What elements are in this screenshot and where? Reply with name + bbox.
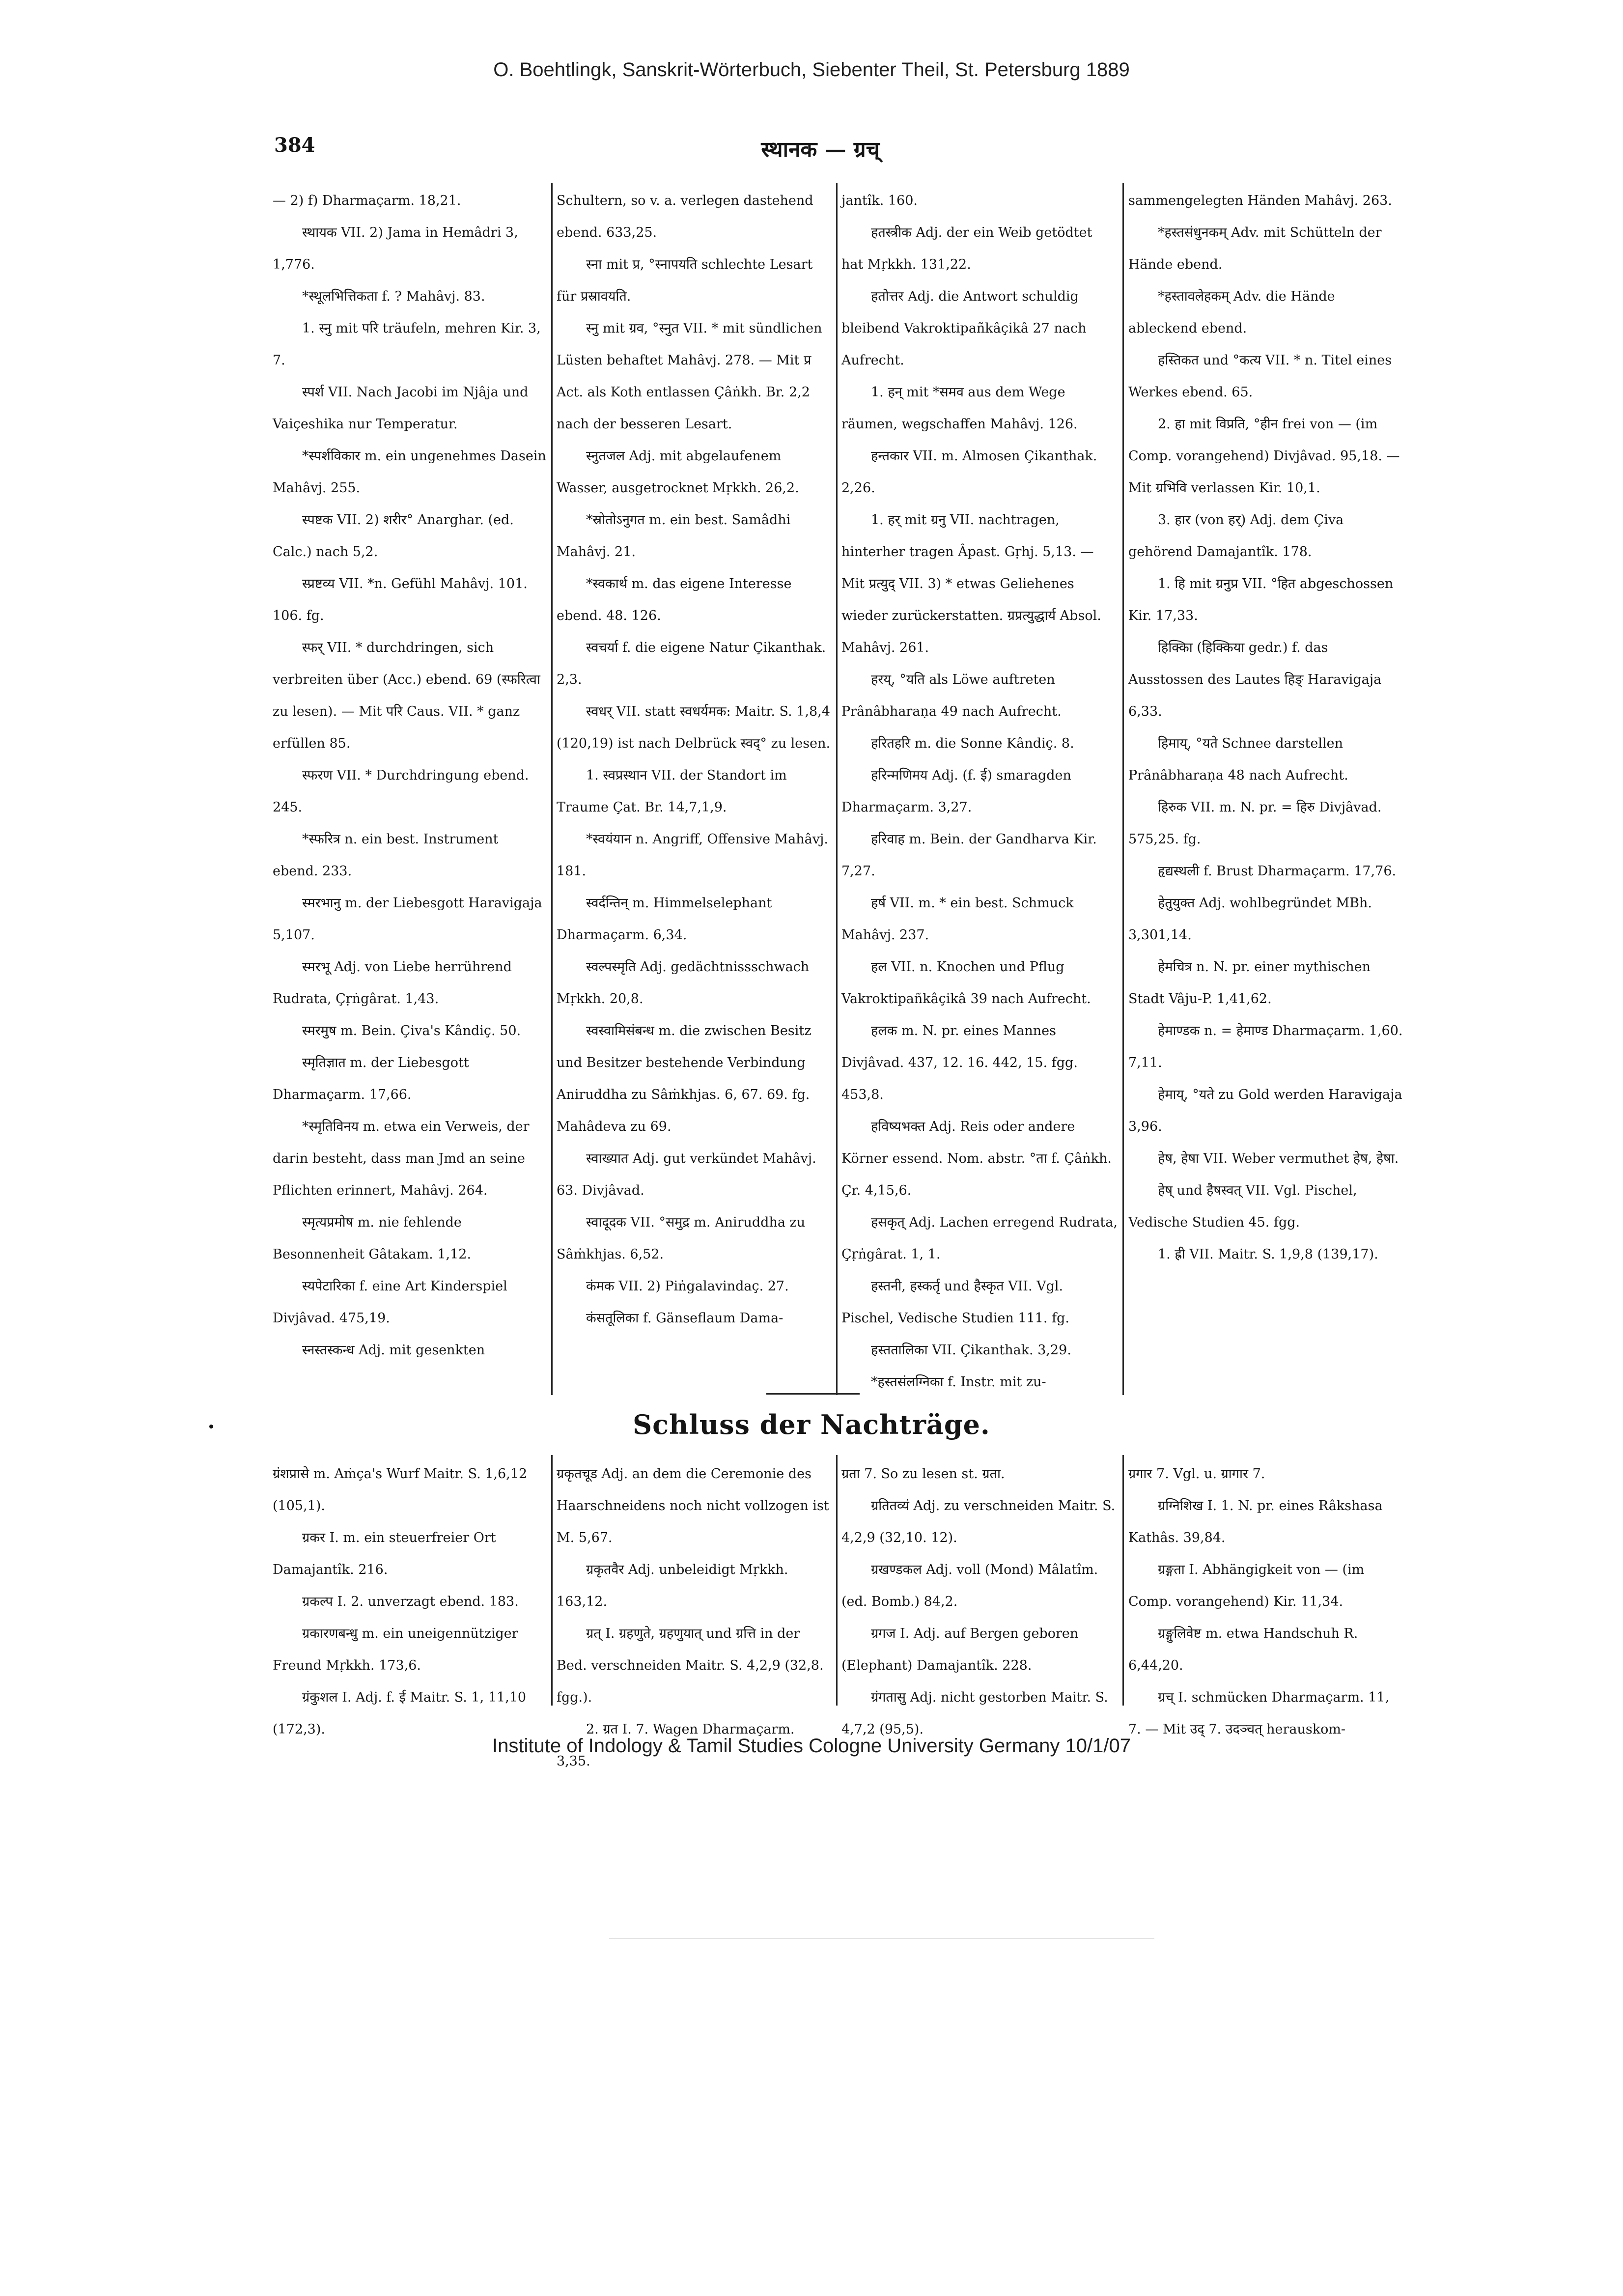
- dictionary-entry: sammengelegten Händen Mahâvj. 263.: [1128, 193, 1392, 208]
- column-rule: [551, 183, 553, 1395]
- dictionary-entry: स्वादूदक VII. °समुद्र m. Aniruddha zu Sâṁkhjas. 6,52.: [557, 1215, 806, 1262]
- dictionary-entry: स्वल्पस्मृति Adj. gedächtnissschwach Mṛkkh. 20,8.: [557, 959, 810, 1007]
- dictionary-entry: स्मृतिज्ञात m. der Liebesgott Dharmaçarm. 17,66.: [273, 1055, 469, 1102]
- dictionary-entry: ग्रगज I. Adj. auf Bergen geboren (Elephant) Damajantîk. 228.: [841, 1626, 1079, 1673]
- dictionary-entry: स्ना mit प्र, °स्नापयति schlechte Lesart für प्रस्रावयति.: [557, 257, 813, 304]
- dictionary-entry: jantîk. 160.: [841, 193, 918, 208]
- dictionary-entry: ग्रंकुशल I. Adj. f. ई Maitr. S. 1, 11,10 (172,3).: [273, 1690, 527, 1737]
- dictionary-entry: स्वर्दन्तिन् m. Himmelselephant Dharmaçarm. 6,34.: [557, 896, 772, 943]
- dictionary-entry: कंसतूलिका f. Gänseflaum Dama-: [586, 1311, 784, 1326]
- dictionary-entry: स्मरभू Adj. von Liebe herrührend Rudrata, Çṛṅgârat. 1,43.: [273, 959, 512, 1007]
- watermark-top: O. Boehtlingk, Sanskrit-Wörterbuch, Siebenter Theil, St. Petersburg 1889: [493, 59, 1130, 81]
- dictionary-entry: ग्रग्निशिख I. 1. N. pr. eines Râkshasa Kathâs. 39,84.: [1128, 1498, 1383, 1545]
- dictionary-column-4: [1128, 185, 1403, 1270]
- dictionary-entry: 3. हार (von हर्) Adj. dem Çiva gehörend Damajantîk. 178.: [1128, 512, 1344, 560]
- dictionary-entry: ग्रता 7. So zu lesen st. ग्रता.: [841, 1466, 1005, 1482]
- dictionary-entry: स्पर्श VII. Nach Jacobi im Njâja und Vaiçeshika nur Temperatur.: [273, 385, 529, 432]
- dictionary-entry: 1. हर् mit ग्रनु VII. nachtragen, hinterher tragen Âpast. Gṛhj. 5,13. — Mit प्रत्युद् VII. 3) * etwas Geliehenes wieder zurückerstatten. ग्रप्रत्युद्धार्य Absol. Mahâvj. 261.: [841, 512, 1101, 655]
- dictionary-entry: ग्रकर I. m. ein steuerfreier Ort Damajantîk. 216.: [273, 1530, 496, 1577]
- dictionary-entry: हेमचित्र n. N. pr. einer mythischen Stadt Vâju-P. 1,41,62.: [1128, 959, 1371, 1007]
- dictionary-entry: स्वधर् VII. statt स्वधर्यमक: Maitr. S. 1,8,4 (120,19) ist nach Delbrück स्वद्° zu lesen.: [557, 704, 831, 751]
- dictionary-entry: हल VII. n. Knochen und Pflug Vakroktipañkâçikâ 39 nach Aufrecht.: [841, 959, 1091, 1007]
- dictionary-entry: हस्तनी, हस्कर्तृ und हैस्कृत VII. Vgl. Pischel, Vedische Studien 111. fg.: [841, 1279, 1069, 1326]
- dictionary-entry: हेष, हेषा VII. Weber vermuthet हेष, हेषा.: [1158, 1151, 1399, 1166]
- dictionary-entry: *हस्तसंलग्निका f. Instr. mit zu-: [871, 1374, 1046, 1390]
- watermark-bottom: Institute of Indology & Tamil Studies Cologne University Germany 10/1/07: [492, 1735, 1131, 1757]
- running-head: स्थानक — ग्रच्: [761, 137, 880, 162]
- dictionary-entry: हृद्यस्थली f. Brust Dharmaçarm. 17,76.: [1158, 864, 1397, 879]
- dictionary-entry: *स्फरित्र n. ein best. Instrument ebend. 233.: [273, 832, 499, 879]
- dictionary-entry: स्वचर्या f. die eigene Natur Çikanthak. 2,3.: [557, 640, 826, 687]
- dictionary-column-1: [273, 185, 548, 1366]
- dictionary-entry: कंमक VII. 2) Piṅgalavindaç. 27.: [586, 1279, 789, 1294]
- dictionary-entry: हरिन्मणिमय Adj. (f. ई) smaragden Dharmaçarm. 3,27.: [841, 768, 1071, 815]
- dictionary-entry: ग्रच् I. schmücken Dharmaçarm. 11, 7. — Mit उद् 7. उदञ्चत् herauskom-: [1128, 1690, 1390, 1737]
- dictionary-entry: ग्रतितव्यं Adj. zu verschneiden Maitr. S. 4,2,9 (32,10. 12).: [841, 1498, 1116, 1545]
- dictionary-column-2: [557, 185, 832, 1334]
- column-rule: [1122, 1455, 1124, 1706]
- dictionary-entry: 2. हा mit विप्रति, °हीन frei von — (im Comp. vorangehend) Divjâvad. 95,18. — Mit ग्रभिवि verlassen Kir. 10,1.: [1128, 417, 1400, 496]
- dictionary-entry: ग्रकृतचूड Adj. an dem die Ceremonie des Haarschneidens noch nicht vollzogen ist M. 5,67.: [557, 1466, 829, 1545]
- dictionary-entry: हिरुक VII. m. N. pr. = हिरु Divjâvad. 575,25. fg.: [1128, 800, 1382, 847]
- dictionary-column-3: [841, 185, 1118, 1398]
- dictionary-entry: ग्रखण्डकल Adj. voll (Mond) Mâlatîm. (ed. Bomb.) 84,2.: [841, 1562, 1098, 1609]
- dictionary-entry: *स्थूलभित्तिकता f. ? Mahâvj. 83.: [302, 289, 485, 304]
- dictionary-entry: हलक m. N. pr. eines Mannes Divjâvad. 437, 12. 16. 442, 15. fgg. 453,8.: [841, 1023, 1078, 1102]
- dictionary-entry: ग्रंगतासु Adj. nicht gestorben Maitr. S. 4,7,2 (95,5).: [841, 1690, 1108, 1737]
- dictionary-entry: हरितहरि m. die Sonne Kândiç. 8.: [871, 736, 1074, 751]
- addenda-column-3: [841, 1458, 1118, 1745]
- dictionary-entry: Schultern, so v. a. verlegen dastehend ebend. 633,25.: [557, 193, 813, 240]
- dictionary-entry: — 2) f) Dharmaçarm. 18,21.: [273, 193, 461, 208]
- column-rule: [836, 183, 838, 1395]
- dictionary-entry: ग्रगार 7. Vgl. u. ग्रागार 7.: [1128, 1466, 1265, 1482]
- dictionary-entry: 1. स्नु mit परि träufeln, mehren Kir. 3, 7.: [273, 321, 541, 368]
- dictionary-entry: हन्तकार VII. m. Almosen Çikanthak. 2,26.: [841, 448, 1097, 496]
- dictionary-entry: हविष्यभक्त Adj. Reis oder andere Körner essend. Nom. abstr. °ता f. Çâṅkh. Çr. 4,15,6.: [841, 1119, 1112, 1198]
- dictionary-entry: स्नु mit ग्रव, °स्नुत VII. * mit sündlichen Lüsten behaftet Mahâvj. 278. — Mit प्र Act. als Koth entlassen Çâṅkh. Br. 2,2 nach der besseren Lesart.: [557, 321, 822, 432]
- dictionary-entry: *स्मृतिविनय m. etwa ein Verweis, der darin besteht, dass man Jmd an seine Pflichten erinnert, Mahâvj. 264.: [273, 1119, 530, 1198]
- dictionary-entry: हरय्, °यति als Löwe auftreten Prânâbharaṇa 49 nach Aufrecht.: [841, 672, 1062, 719]
- dictionary-entry: स्यपेटारिका f. eine Art Kinderspiel Divjâvad. 475,19.: [273, 1279, 507, 1326]
- dictionary-entry: स्फरण VII. * Durchdringung ebend. 245.: [273, 768, 529, 815]
- dictionary-entry: स्मरमुष m. Bein. Çiva's Kândiç. 50.: [302, 1023, 521, 1038]
- dictionary-entry: स्प्रष्टव्य VII. *n. Gefühl Mahâvj. 101. 106. fg.: [273, 576, 528, 623]
- dictionary-entry: ग्रकारणबन्धु m. ein uneigennütziger Freund Mṛkkh. 173,6.: [273, 1626, 518, 1673]
- dictionary-entry: स्मृत्यप्रमोष m. nie fehlende Besonnenheit Gâtakam. 1,12.: [273, 1215, 472, 1262]
- dictionary-entry: ग्रकल्प I. 2. unverzagt ebend. 183.: [302, 1594, 519, 1609]
- dictionary-entry: हेतुयुक्त Adj. wohlbegründet MBh. 3,301,14.: [1128, 896, 1372, 943]
- dictionary-entry: हस्तिकत und °कत्य VII. * n. Titel eines Werkes ebend. 65.: [1128, 353, 1392, 400]
- addenda-column-1: [273, 1458, 548, 1745]
- dictionary-entry: *स्वकार्थ m. das eigene Interesse ebend. 48. 126.: [557, 576, 792, 623]
- dictionary-entry: हतोत्तर Adj. die Antwort schuldig bleibend Vakroktipañkâçikâ 27 nach Aufrecht.: [841, 289, 1087, 368]
- dictionary-entry: स्फर् VII. * durchdringen, sich verbreiten über (Acc.) ebend. 69 (स्फरित्वा zu lesen). — Mit परि Caus. VII. * ganz erfüllen 85.: [273, 640, 540, 751]
- section-divider: [766, 1393, 860, 1395]
- dictionary-entry: 1. हन् mit *समव aus dem Wege räumen, wegschaffen Mahâvj. 126.: [841, 385, 1078, 432]
- dictionary-entry: *स्वयंयान n. Angriff, Offensive Mahâvj. 181.: [557, 832, 828, 879]
- dictionary-entry: हस्ततालिका VII. Çikanthak. 3,29.: [871, 1343, 1071, 1358]
- dictionary-entry: ग्रंशप्रासे m. Aṁça's Wurf Maitr. S. 1,6,12 (105,1).: [273, 1466, 528, 1513]
- dictionary-entry: हर्ष VII. m. * ein best. Schmuck Mahâvj. 237.: [841, 896, 1074, 943]
- dictionary-entry: ग्रङ्गुलिवेष्ट m. etwa Handschuh R. 6,44,20.: [1128, 1626, 1358, 1673]
- dictionary-entry: 1. हि mit ग्रनुप्र VII. °हित abgeschossen Kir. 17,33.: [1128, 576, 1394, 623]
- dictionary-entry: हसकृत् Adj. Lachen erregend Rudrata, Çṛṅgârat. 1, 1.: [841, 1215, 1118, 1262]
- dictionary-entry: ग्रकृतवैर Adj. unbeleidigt Mṛkkh. 163,12.: [557, 1562, 788, 1609]
- column-rule: [551, 1455, 553, 1706]
- column-rule: [836, 1455, 838, 1706]
- scan-artifact-line: [609, 1938, 1154, 1939]
- dictionary-entry: ग्रङ्गता I. Abhängigkeit von — (im Comp. vorangehend) Kir. 11,34.: [1128, 1562, 1365, 1609]
- dictionary-entry: स्पष्टक VII. 2) शरीर° Anarghar. (ed. Calc.) nach 5,2.: [273, 512, 514, 560]
- dictionary-entry: 2. ग्रत I. 7. Wagen Dharmaçarm. 3,35.: [557, 1722, 795, 1769]
- dictionary-entry: ग्रत् I. ग्रहणुते, ग्रहणुयात् und ग्रत्ति in der Bed. verschneiden Maitr. S. 4,2,9 (32,8. fgg.).: [557, 1626, 824, 1705]
- dictionary-entry: स्वाख्यात Adj. gut verkündet Mahâvj. 63. Divjâvad.: [557, 1151, 816, 1198]
- dictionary-entry: *स्पर्शविकार m. ein ungenehmes Dasein Mahâvj. 255.: [273, 448, 546, 496]
- dictionary-entry: *हस्तावलेहकम् Adv. die Hände ableckend ebend.: [1128, 289, 1335, 336]
- dictionary-entry: स्वस्वामिसंबन्ध m. die zwischen Besitz und Besitzer bestehende Verbindung Aniruddha zu Sâṁkhjas. 6, 67. 69. fg. Mahâdeva zu 69.: [557, 1023, 812, 1134]
- dictionary-entry: *हस्तसंधुनकम् Adv. mit Schütteln der Hände ebend.: [1128, 225, 1382, 272]
- dictionary-entry: 1. ह्री VII. Maitr. S. 1,9,8 (139,17).: [1158, 1247, 1378, 1262]
- dictionary-entry: *स्रोतोऽनुगत m. ein best. Samâdhi Mahâvj. 21.: [557, 512, 791, 560]
- addenda-column-4: [1128, 1458, 1403, 1745]
- dictionary-entry: 1. स्वप्रस्थान VII. der Standort im Traume Çat. Br. 14,7,1,9.: [557, 768, 787, 815]
- section-heading: Schluss der Nachträge.: [633, 1409, 990, 1440]
- dictionary-entry: स्मरभानु m. der Liebesgott Haravigaja 5,107.: [273, 896, 542, 943]
- dictionary-entry: स्थायक VII. 2) Jama in Hemâdri 3, 1,776.: [273, 225, 518, 272]
- dictionary-entry: हेष् und हैषस्वत् VII. Vgl. Pischel, Vedische Studien 45. fgg.: [1128, 1183, 1357, 1230]
- dictionary-entry: हेमाण्डक n. = हेमाण्ड Dharmaçarm. 1,60. 7,11.: [1128, 1023, 1403, 1070]
- dictionary-entry: हिक्किा (हिक्किया gedr.) f. das Ausstossen des Lautes हिङ् Haravigaja 6,33.: [1128, 640, 1382, 719]
- dictionary-entry: हिमाय्, °यते Schnee darstellen Prânâbharaṇa 48 nach Aufrecht.: [1128, 736, 1348, 783]
- dictionary-entry: स्नुतजल Adj. mit abgelaufenem Wasser, ausgetrocknet Mṛkkh. 26,2.: [557, 448, 799, 496]
- dictionary-entry: हेमाय्, °यते zu Gold werden Haravigaja 3,96.: [1128, 1087, 1402, 1134]
- page-number: 384: [274, 134, 315, 157]
- addenda-column-2: [557, 1458, 832, 1777]
- column-rule: [1122, 183, 1124, 1395]
- dictionary-entry: स्नस्तस्कन्ध Adj. mit gesenkten: [302, 1343, 485, 1358]
- dictionary-entry: हतस्त्रीक Adj. der ein Weib getödtet hat Mṛkkh. 131,22.: [841, 225, 1092, 272]
- dictionary-entry: हरिवाह m. Bein. der Gandharva Kir. 7,27.: [841, 832, 1097, 879]
